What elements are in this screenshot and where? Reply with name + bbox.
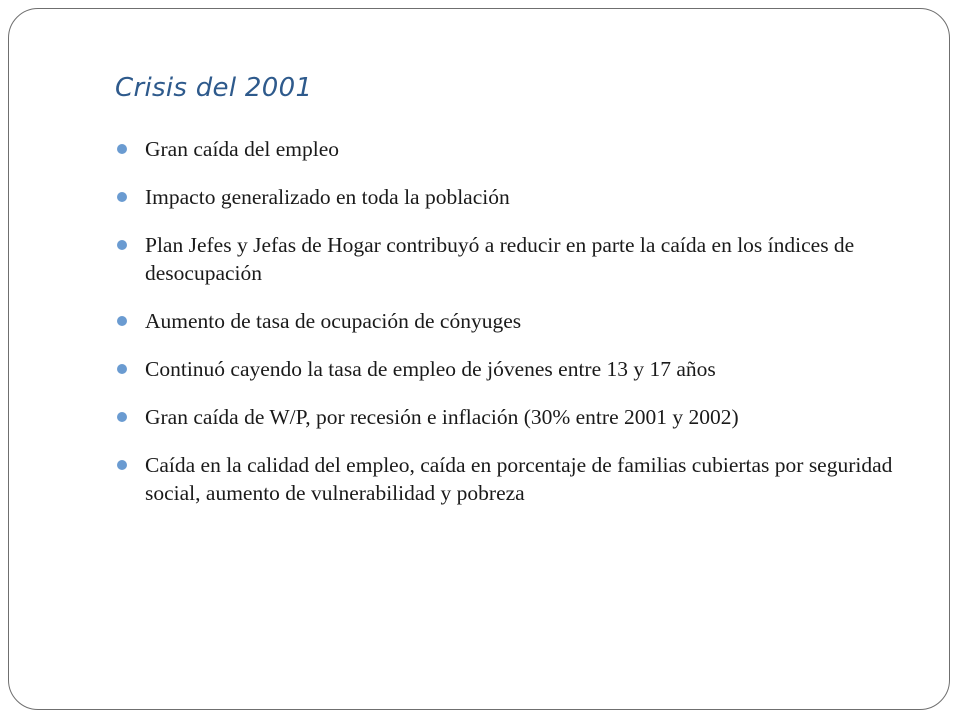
bullet-dot-icon (117, 460, 127, 470)
list-item (115, 183, 915, 211)
bullet-text: Impacto generalizado en toda la población (145, 185, 510, 209)
list-item (115, 307, 915, 335)
bullet-text: Plan Jefes y Jefas de Hogar contribuyó a reducir en parte la caída en los índices de desocupación (145, 233, 855, 285)
bullet-dot-icon (117, 144, 127, 154)
bullet-dot-icon (117, 192, 127, 202)
bullet-list (115, 135, 915, 527)
list-item (115, 135, 915, 163)
list-item (115, 403, 915, 431)
bullet-text: Gran caída de W/P, por recesión e inflación (30% entre 2001 y 2002) (145, 405, 739, 429)
bullet-dot-icon (117, 316, 127, 326)
slide-frame (8, 8, 950, 710)
bullet-text: Caída en la calidad del empleo, caída en porcentaje de familias cubiertas por seguridad social, aumento de vulnerabilidad y pobreza (145, 453, 893, 505)
bullet-dot-icon (117, 364, 127, 374)
list-item (115, 451, 915, 507)
bullet-dot-icon (117, 412, 127, 422)
bullet-text: Gran caída del empleo (145, 137, 340, 161)
bullet-dot-icon (117, 240, 127, 250)
bullet-text: Continuó cayendo la tasa de empleo de jóvenes entre 13 y 17 años (145, 357, 716, 381)
list-item (115, 355, 915, 383)
bullet-text: Aumento de tasa de ocupación de cónyuges (145, 309, 522, 333)
list-item (115, 231, 915, 287)
slide-title: Crisis del 2001 (115, 73, 313, 103)
